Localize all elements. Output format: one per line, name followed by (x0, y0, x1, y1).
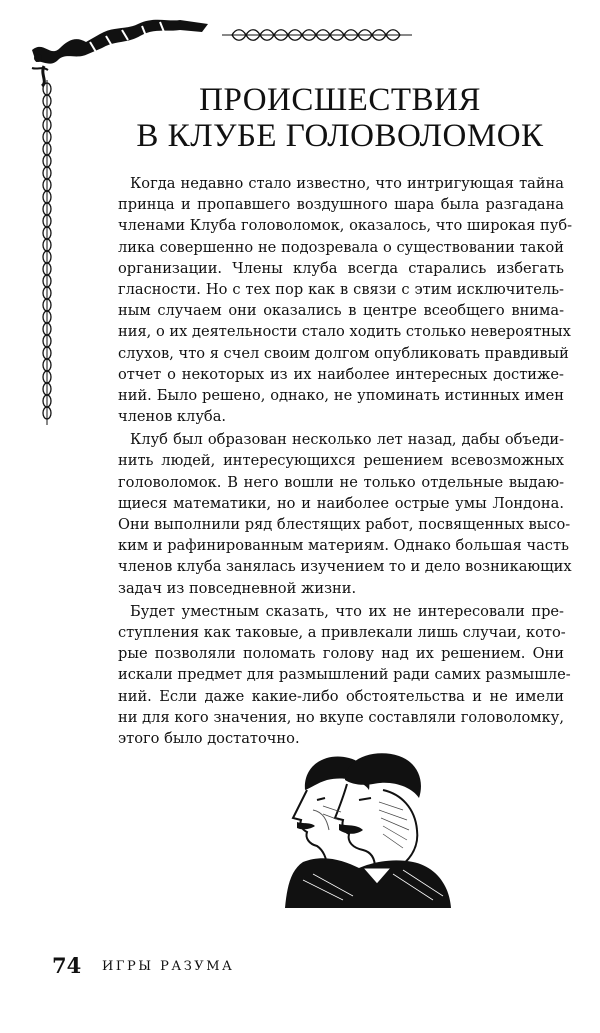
text-line: слухов, что я счел своим долгом опубликовать правдивый (118, 344, 569, 362)
page-number: 74 (52, 953, 82, 978)
chain-border-icon (40, 80, 54, 425)
text-line: ний. Было решено, однако, не упоминать истинных имен (118, 386, 564, 404)
text-line: организации. Члены клуба всегда старались избегать (118, 259, 564, 277)
paragraph (118, 601, 571, 749)
text-line: лика совершенно не подозревала о существовании такой (118, 238, 564, 256)
text-line: Когда недавно стало известно, что интригующая тайна (130, 175, 564, 192)
text-line: щиеся математики, но и наиболее острые умы Лондона. (118, 494, 564, 512)
text-line: гласности. Но с тех пор как в связи с этим исключитель- (118, 280, 564, 298)
text-line: ний. Если даже какие-либо обстоятельства и не имели (118, 687, 564, 705)
text-line: членами Клуба головоломок, оказалось, что широкая пуб- (118, 217, 573, 235)
text-line: Будет уместным сказать, что их не интересовали пре- (130, 602, 564, 620)
text-line: искали предмет для размышлений ради самих размышле- (118, 666, 571, 684)
paragraph (118, 429, 572, 599)
text-line: рые позволяли поломать голову над их решением. Они (118, 645, 564, 663)
scroll-ornament-icon (222, 26, 412, 44)
text-line: ким и рафинированным материям. Однако большая часть (118, 537, 569, 555)
text-line: принца и пропавшего воздушного шара была разгадана (118, 196, 564, 214)
two-gentlemen-portrait-icon (283, 750, 453, 910)
title-line-1: ПРОИСШЕСТВИЯ (199, 82, 481, 118)
text-line: ния, о их деятельности стало ходить столько невероятных (118, 323, 571, 341)
text-line: членов клуба занялась изучением то и дело возникающих (118, 558, 572, 576)
text-line: Они выполнили ряд блестящих работ, посвященных высо- (118, 516, 571, 533)
page-title (110, 82, 570, 154)
page-footer (40, 953, 440, 983)
article-body (118, 173, 573, 749)
text-line: Клуб был образован несколько лет назад, дабы объеди- (130, 431, 564, 449)
text-line: ным случаем они оказались в центре всеобщего внима- (118, 302, 564, 320)
paragraph (118, 173, 573, 427)
text-line: нить людей, интересующихся решением всевозможных (118, 452, 564, 470)
text-line: ни для кого значения, но вкупе составляли головоломку, (118, 708, 564, 726)
text-line: отчет о некоторых из их наиболее интересных достиже- (118, 365, 564, 383)
text-line: головоломок. В него вошли не только отдельные выдаю- (118, 473, 564, 491)
text-line: членов клуба. (118, 408, 227, 426)
text-line: задач из повседневной жизни. (118, 579, 357, 597)
ribbon-ornament-icon (30, 18, 210, 88)
text-line: этого было достаточно. (118, 729, 300, 747)
text-line: ступления как таковые, а привлекали лишь случаи, кото- (118, 623, 566, 641)
running-title: ИГРЫ РАЗУМА (102, 959, 235, 974)
title-line-2: В КЛУБЕ ГОЛОВОЛОМОК (136, 118, 544, 154)
